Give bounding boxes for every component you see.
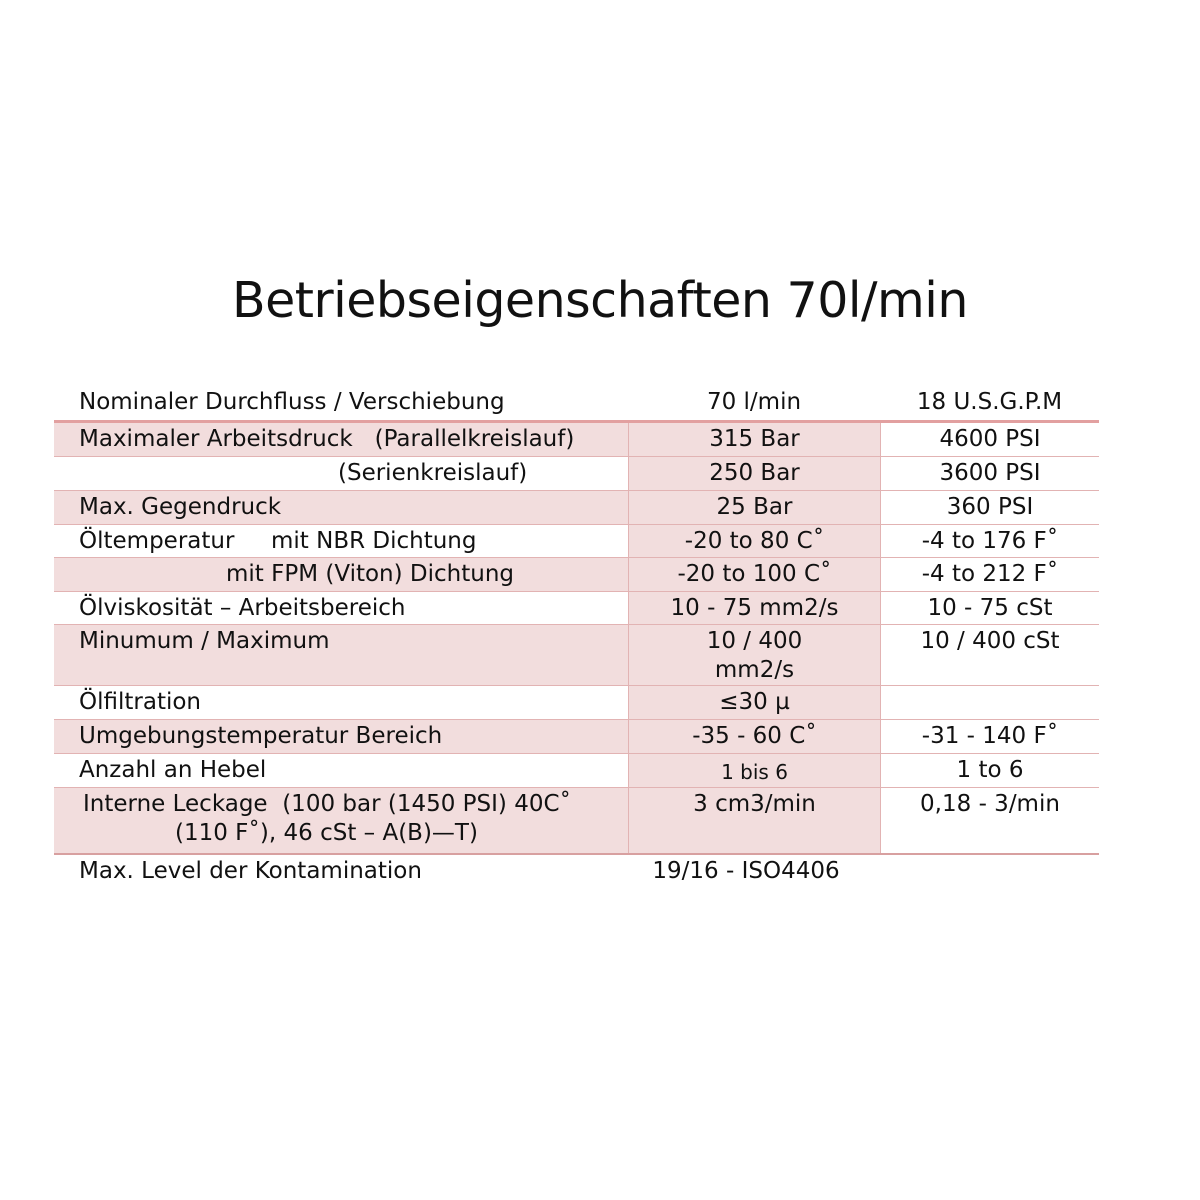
- row-label: [54, 525, 628, 557]
- row-metric-value: 3 cm3/min: [628, 788, 880, 853]
- row-metric-value: 25 Bar: [628, 491, 880, 524]
- row-metric-value: 1 bis 6: [628, 754, 880, 787]
- row-label-sub: (Parallelkreislauf): [374, 426, 575, 452]
- row-label: Max. Gegendruck: [79, 494, 282, 520]
- row-metric-value: -35 - 60 C˚: [628, 720, 880, 753]
- row-imperial-value: -4 to 176 F˚: [880, 525, 1099, 557]
- row-imperial-value: 3600 PSI: [880, 457, 1099, 490]
- row-imperial-value: 18 U.S.G.P.M: [916, 389, 1063, 415]
- row-metric-value: 250 Bar: [628, 457, 880, 490]
- row-label: Nominaler Durchfluss / Verschiebung: [79, 389, 505, 415]
- table-row-oil-filtration: [54, 686, 1099, 720]
- row-label: Minumum / Maximum: [79, 628, 330, 654]
- row-metric-line2: mm2/s: [714, 657, 795, 683]
- row-imperial-value: 4600 PSI: [880, 423, 1099, 456]
- row-label: Umgebungstemperatur Bereich: [79, 723, 443, 749]
- row-label-sub: (Serienkreislauf): [338, 460, 528, 486]
- row-imperial-value: 0,18 - 3/min: [880, 788, 1099, 853]
- row-metric-value: [628, 625, 880, 685]
- table-row-max-pressure-parallel: [54, 423, 1099, 457]
- table-row-oil-temp-nbr: [54, 525, 1099, 558]
- row-metric-value: -20 to 80 C˚: [628, 525, 880, 557]
- row-imperial-value: 360 PSI: [880, 491, 1099, 524]
- row-metric-value: 10 - 75 mm2/s: [628, 592, 880, 624]
- row-label-line2: (110 F˚), 46 cSt – A(B)—T): [175, 820, 478, 846]
- row-label: Anzahl an Hebel: [79, 757, 267, 783]
- table-row-back-pressure: [54, 491, 1099, 525]
- row-metric-value: -20 to 100 C˚: [628, 558, 880, 591]
- row-label: [54, 788, 628, 853]
- row-imperial-value: 10 / 400 cSt: [880, 625, 1099, 685]
- row-imperial-value: -31 - 140 F˚: [880, 720, 1099, 753]
- row-label: Max. Level der Kontamination: [79, 858, 422, 884]
- row-label-main: Maximaler Arbeitsdruck: [79, 426, 353, 452]
- row-imperial-value: [880, 686, 1099, 719]
- row-label: Ölfiltration: [79, 689, 201, 715]
- row-label-sub: mit NBR Dichtung: [270, 528, 477, 554]
- table-row-oil-viscosity: [54, 592, 1099, 625]
- table-row-internal-leakage: [54, 788, 1099, 855]
- page-title: Betriebseigenschaften 70l/min: [232, 272, 968, 329]
- table-row-max-pressure-series: [54, 457, 1099, 491]
- row-metric-value: 19/16 - ISO4406: [652, 858, 840, 884]
- row-label: [54, 423, 628, 456]
- table-row-contamination-level: [54, 855, 1099, 889]
- row-imperial-value: 1 to 6: [880, 754, 1099, 787]
- table-row-nominal-flow: [54, 386, 1099, 423]
- row-label-main: Öltemperatur: [79, 528, 235, 554]
- table-row-lever-count: [54, 754, 1099, 788]
- row-metric-value: ≤30 µ: [628, 686, 880, 719]
- row-metric-value: 70 l/min: [706, 389, 802, 415]
- table-row-ambient-temp: [54, 720, 1099, 754]
- row-metric-value: 315 Bar: [628, 423, 880, 456]
- row-imperial-value: -4 to 212 F˚: [880, 558, 1099, 591]
- row-metric-line1: 10 / 400: [706, 628, 803, 654]
- row-label: Ölviskosität – Arbeitsbereich: [79, 595, 406, 621]
- row-label-sub: mit FPM (Viton) Dichtung: [226, 561, 515, 587]
- row-imperial-value: 10 - 75 cSt: [880, 592, 1099, 624]
- table-row-oil-temp-fpm: [54, 558, 1099, 592]
- table-row-viscosity-min-max: [54, 625, 1099, 686]
- specification-table: [54, 386, 1099, 889]
- row-label-line1: Interne Leckage (100 bar (1450 PSI) 40C˚: [83, 791, 572, 817]
